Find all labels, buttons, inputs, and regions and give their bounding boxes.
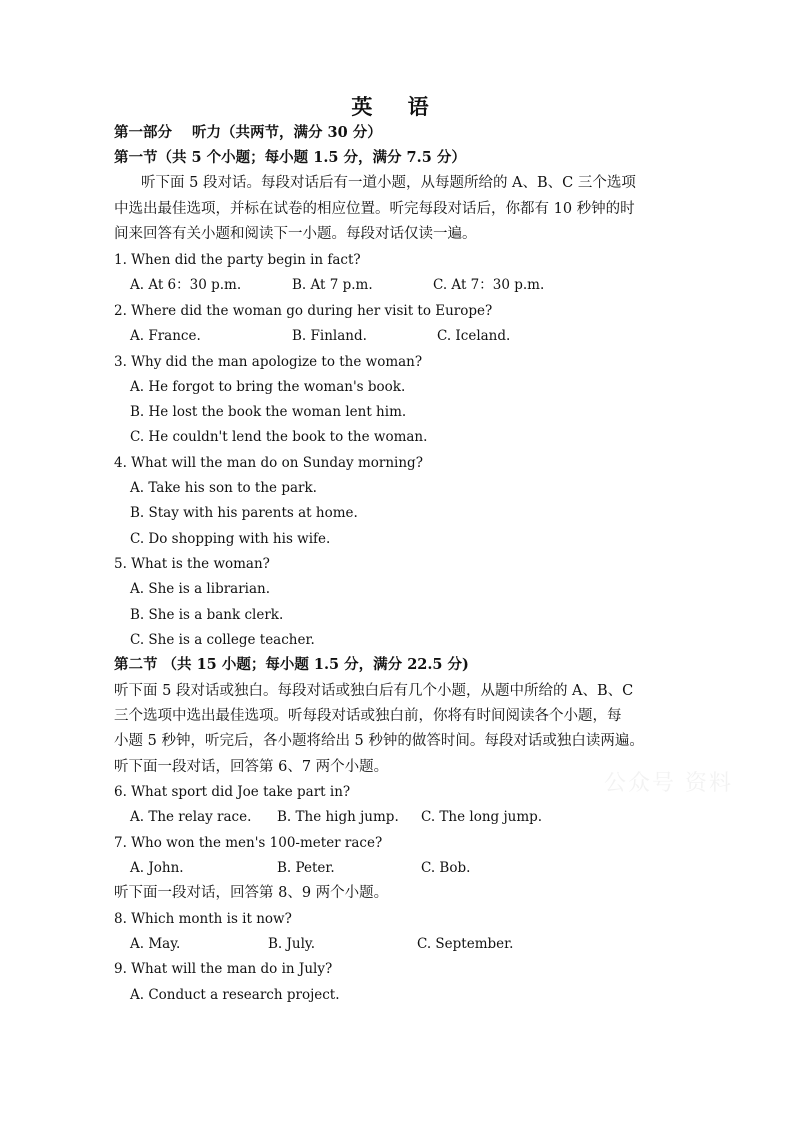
question-6: 6. What sport did Joe take part in? (114, 784, 351, 800)
question-5-option-c: C. She is a college teacher. (130, 632, 315, 648)
section2-instruction-line: 听下面 5 段对话或独白。每段对话或独白后有几个小题，从题中所给的 A、B、C (114, 683, 634, 699)
part1-heading-left: 第一部分 (114, 124, 172, 141)
section1-instruction-line: 间来回答有关小题和阅读下一小题。每段对话仅读一遍。 (114, 226, 477, 242)
section1-instruction-line: 听下面 5 段对话。每段对话后有一道小题，从每题所给的 A、B、C 三个选项 (141, 175, 636, 191)
question-7-option-c: C. Bob. (421, 860, 471, 876)
section1-heading: 第一节（共 5 个小题；每小题 1.5 分，满分 7.5 分） (114, 149, 466, 166)
question-9: 9. What will the man do in July? (114, 961, 333, 977)
section2-heading: 第二节 （共 15 小题；每小题 1.5 分，满分 22.5 分) (114, 656, 469, 673)
question-7-option-b: B. Peter. (277, 860, 335, 876)
watermark: 公众号 资料 (604, 771, 733, 796)
question-5-option-b: B. She is a bank clerk. (130, 607, 284, 623)
question-6-option-c: C. The long jump. (421, 809, 543, 825)
question-8-option-a: A. May. (130, 936, 181, 952)
page-title: 英 语 (351, 94, 443, 119)
section2-instruction-line: 三个选项中选出最佳选项。听每段对话或独白前，你将有时间阅读各个小题，每 (114, 708, 622, 724)
question-7-option-a: A. John. (130, 860, 184, 876)
question-2-option-a: A. France. (130, 328, 201, 344)
question-6-option-b: B. The high jump. (277, 809, 399, 825)
question-3-option-a: A. He forgot to bring the woman's book. (130, 379, 406, 395)
question-3-option-c: C. He couldn't lend the book to the woman. (130, 429, 428, 445)
question-2-option-c: C. Iceland. (437, 328, 511, 344)
question-5-option-a: A. She is a librarian. (130, 581, 271, 597)
question-5: 5. What is the woman? (114, 556, 270, 572)
question-9-option-a: A. Conduct a research project. (130, 987, 340, 1003)
question-6-option-a: A. The relay race. (130, 809, 252, 825)
part1-heading (114, 123, 382, 143)
question-4: 4. What will the man do on Sunday morning? (114, 455, 423, 471)
question-1-option-b: B. At 7 p.m. (292, 277, 373, 293)
question-3-option-b: B. He lost the book the woman lent him. (130, 404, 407, 420)
section2-instruction-line: 小题 5 秒钟，听完后，各小题将给出 5 秒钟的做答时间。每段对话或独白读两遍。 (114, 733, 644, 749)
question-1-option-a: A. At 6：30 p.m. (130, 277, 242, 293)
question-8-option-c: C. September. (417, 936, 514, 952)
group1-intro: 听下面一段对话，回答第 6、7 两个小题。 (114, 759, 389, 775)
question-4-option-a: A. Take his son to the park. (130, 480, 317, 496)
question-1-option-c: C. At 7：30 p.m. (433, 277, 545, 293)
question-3: 3. Why did the man apologize to the woman? (114, 354, 423, 370)
section1-instruction-line: 中选出最佳选项，并标在试卷的相应位置。听完每段对话后，你都有 10 秒钟的时 (114, 201, 635, 217)
question-8-option-b: B. July. (268, 936, 316, 952)
group2-intro: 听下面一段对话，回答第 8、9 两个小题。 (114, 885, 389, 901)
part1-heading-right: 听力（共两节，满分 30 分） (192, 124, 382, 141)
question-4-option-c: C. Do shopping with his wife. (130, 531, 331, 547)
question-2: 2. Where did the woman go during her visit to Europe? (114, 303, 493, 319)
question-1: 1. When did the party begin in fact? (114, 252, 361, 268)
question-4-option-b: B. Stay with his parents at home. (130, 505, 358, 521)
question-2-option-b: B. Finland. (292, 328, 367, 344)
question-8: 8. Which month is it now? (114, 911, 292, 927)
question-7: 7. Who won the men's 100-meter race? (114, 835, 383, 851)
